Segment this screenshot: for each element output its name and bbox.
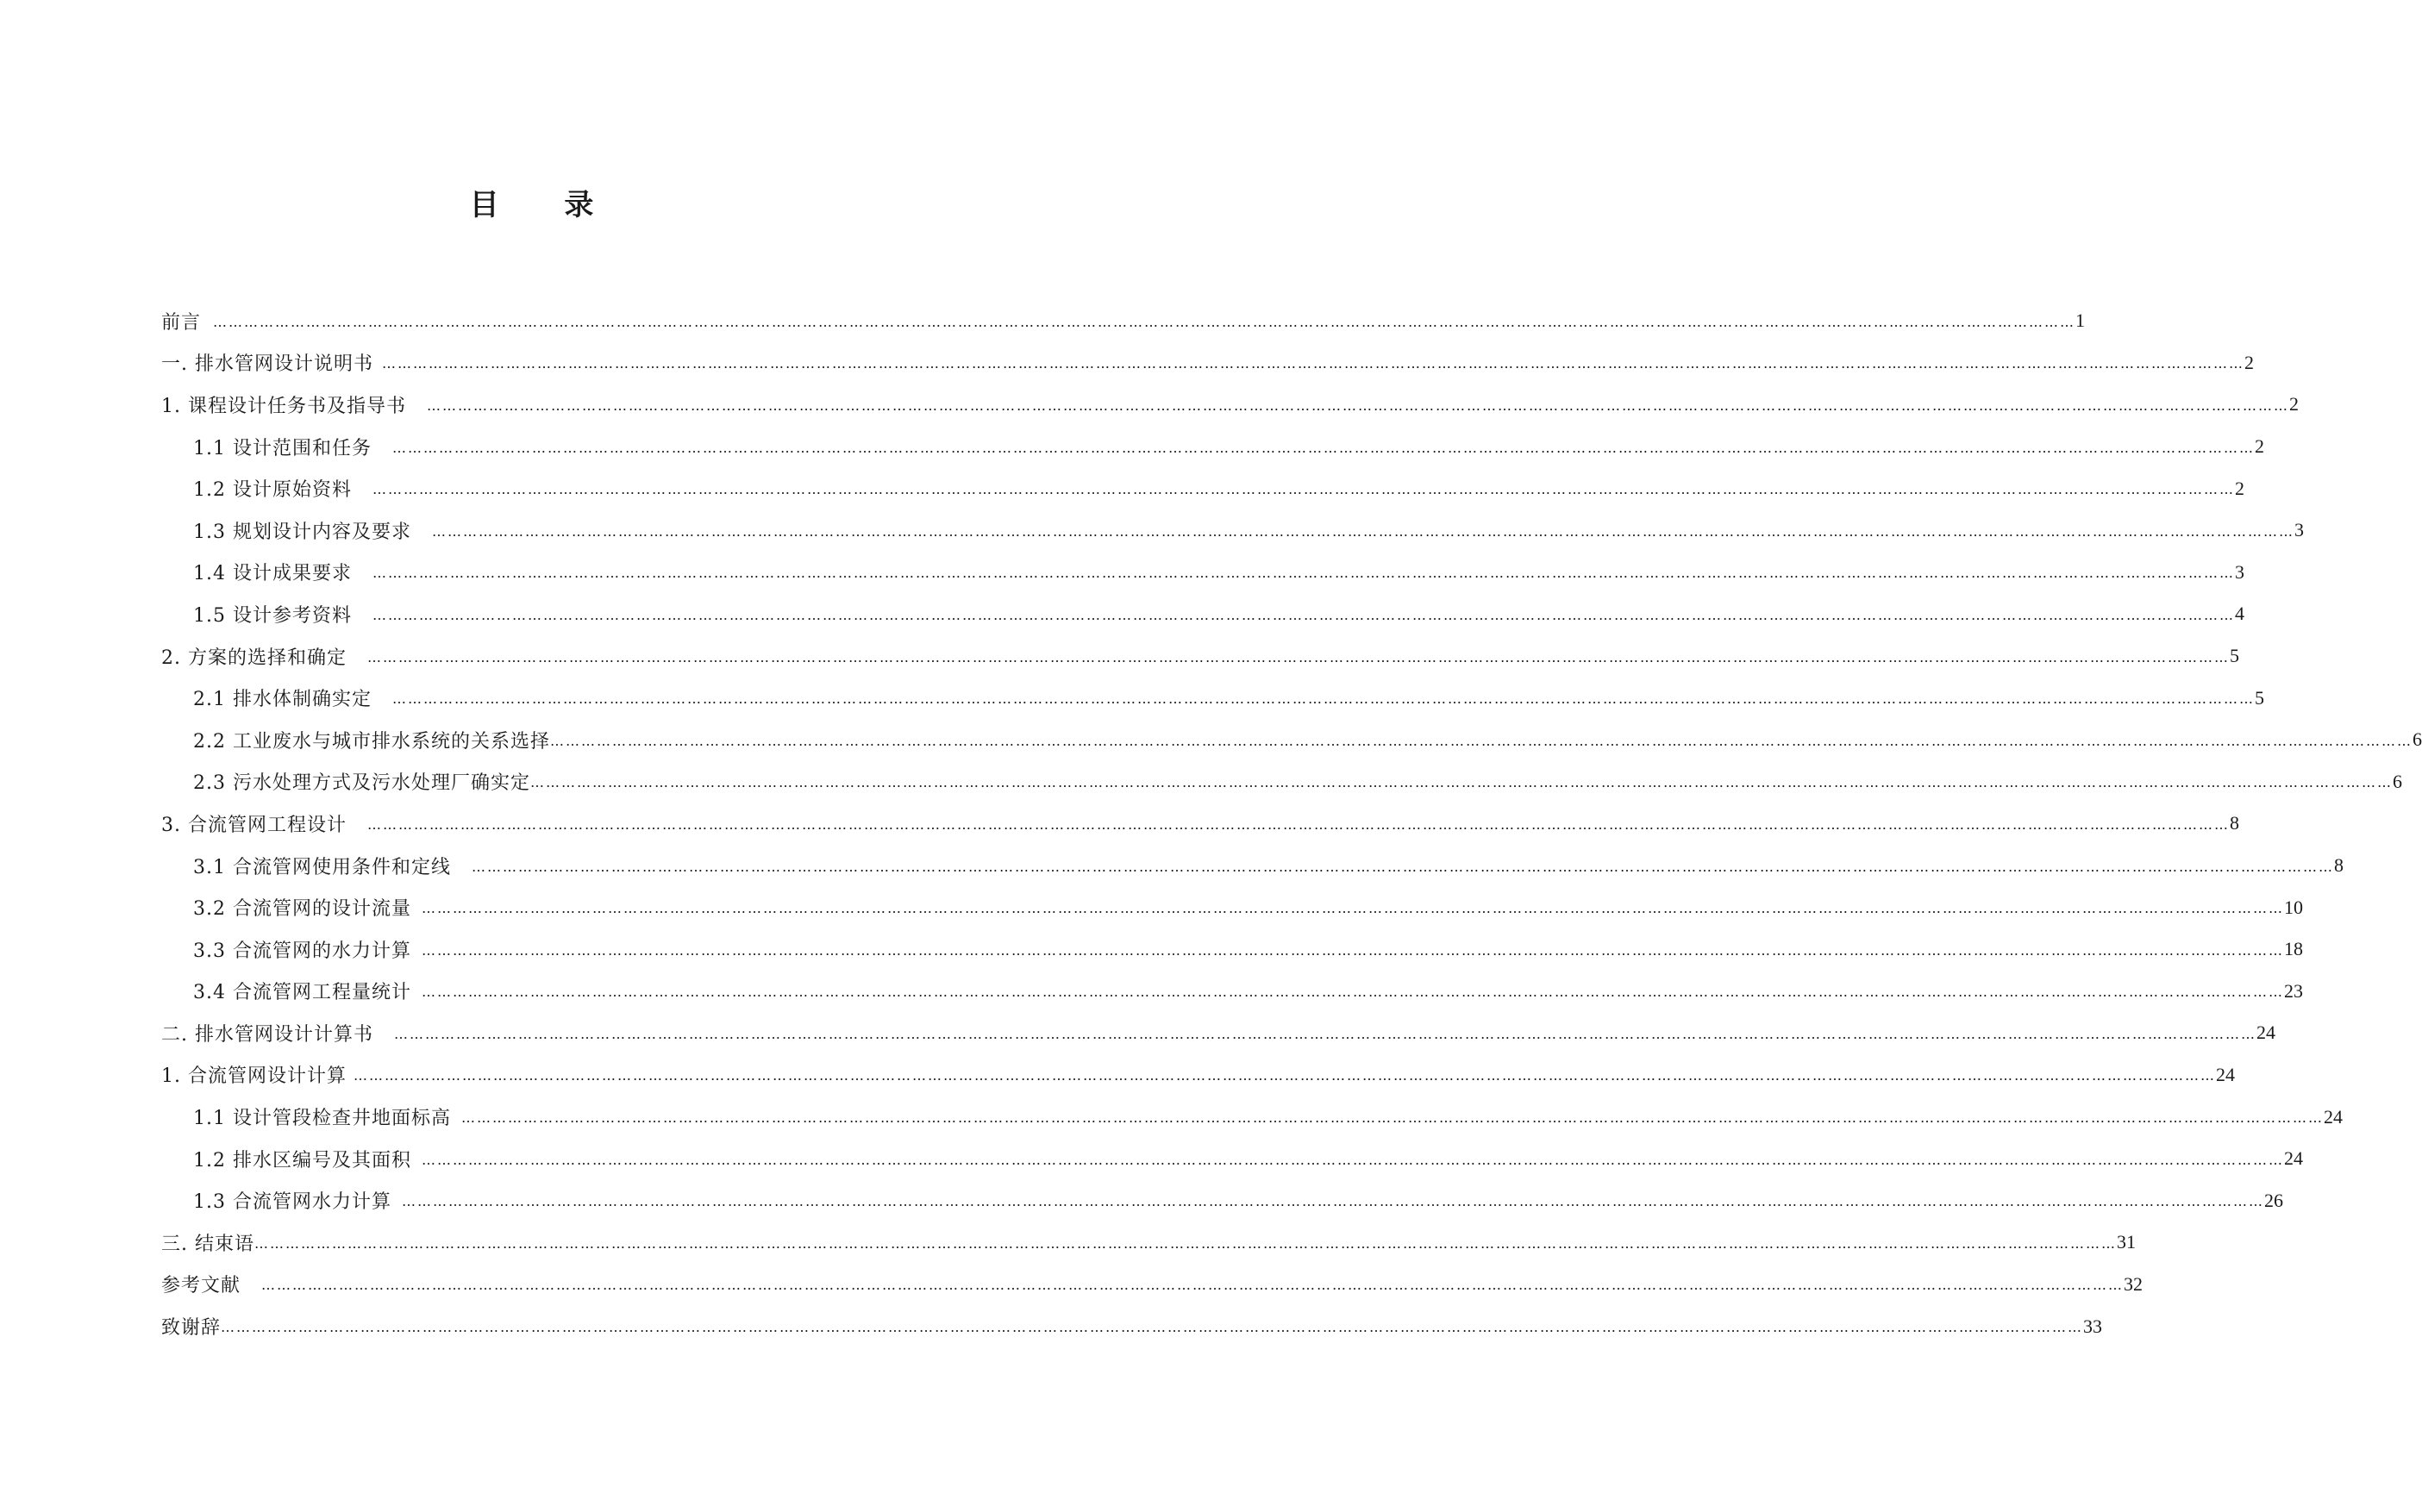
toc-entry-page-number: 8 [2333,854,2344,877]
toc-dot-leader: ……………………………………………………………………………………………………………………………………………………………………………………………………………………………………………………………………………………………………………………………… [421,984,2284,1001]
toc-dot-leader: ……………………………………………………………………………………………………………………………………………………………………………………………………………………………………………………………………………………………………………………………… [213,313,2076,330]
toc-entry-label: 致谢辞 [161,1317,222,1340]
toc-entry-label: 1.4 设计成果要求 [193,563,352,585]
toc-entry-label: 一. 排水管网设计说明书 [161,353,373,376]
toc-entry[interactable] [161,886,2303,928]
toc-dot-leader: ……………………………………………………………………………………………………………………………………………………………………………………………………………………………………………………………………………………………………………………………… [471,858,2334,875]
toc-dot-leader: ……………………………………………………………………………………………………………………………………………………………………………………………………………………………………………………………………………………………………………………………… [261,1277,2125,1294]
toc-entry-label: 2.1 排水体制确实定 [193,689,372,711]
toc-entry[interactable] [161,1221,2136,1264]
toc-entry-page-number: 2 [2254,435,2264,458]
toc-entry[interactable] [161,342,2254,384]
toc-dot-leader: ……………………………………………………………………………………………………………………………………………………………………………………………………………………………………………………………………………………………………………………………… [366,648,2230,665]
toc-entry[interactable] [161,593,2244,635]
toc-dot-leader: ……………………………………………………………………………………………………………………………………………………………………………………………………………………………………………………………………………………………………………………………… [431,522,2294,540]
toc-dot-leader: ……………………………………………………………………………………………………………………………………………………………………………………………………………………………………………………………………………………………………………………………… [421,1151,2284,1168]
toc-dot-leader: ……………………………………………………………………………………………………………………………………………………………………………………………………………………………………………………………………………………………………………………………… [254,1234,2117,1252]
toc-entry[interactable] [161,635,2239,678]
toc-entry-page-number: 2 [2288,393,2299,415]
toc-entry-page-number: 2 [2234,477,2244,499]
toc-entry[interactable] [161,552,2244,594]
toc-entry-page-number: 24 [2256,1022,2275,1044]
toc-entry[interactable] [161,677,2264,719]
toc-dot-leader: ……………………………………………………………………………………………………………………………………………………………………………………………………………………………………………………………………………………………………………………………… [401,1193,2264,1210]
toc-entry-page-number: 10 [2283,896,2303,918]
toc-entry-page-number: 2 [2244,351,2254,373]
toc-dot-leader: ……………………………………………………………………………………………………………………………………………………………………………………………………………………………………………………………………………………………………………………………… [391,439,2255,456]
toc-entry-label: 3. 合流管网工程设计 [161,814,347,836]
toc-entry[interactable] [161,509,2304,552]
toc-dot-leader: ……………………………………………………………………………………………………………………………………………………………………………………………………………………………………………………………………………………………………………………………… [382,355,2244,372]
toc-entry-label: 1.2 排水区编号及其面积 [193,1149,411,1171]
toc-entry-page-number: 8 [2229,812,2239,834]
toc-dot-leader: ……………………………………………………………………………………………………………………………………………………………………………………………………………………………………………………………………………………………………………………………… [366,815,2230,833]
toc-entry[interactable] [161,467,2244,509]
toc-entry-label: 1.1 设计范围和任务 [193,437,372,459]
toc-entry-page-number: 4 [2234,603,2244,625]
toc-entry-page-number: 6 [2412,728,2422,751]
toc-dot-leader: ……………………………………………………………………………………………………………………………………………………………………………………………………………………………………………………………………………………………………………………………… [394,1025,2256,1042]
toc-entry[interactable] [161,845,2344,887]
toc-entry[interactable] [161,761,2402,803]
toc-entry-page-number: 18 [2283,938,2303,960]
toc-entry-page-number: 3 [2294,519,2304,541]
page-title: 目 录 [469,188,622,222]
toc-dot-leader: ……………………………………………………………………………………………………………………………………………………………………………………………………………………………………………………………………………………………………………………………… [421,941,2284,959]
toc-dot-leader: ……………………………………………………………………………………………………………………………………………………………………………………………………………………………………………………………………………………………………………………………… [426,397,2289,414]
toc-dot-leader: ……………………………………………………………………………………………………………………………………………………………………………………………………………………………………………………………………………………………………………………………… [460,1109,2324,1127]
toc-entry-label: 三. 结束语 [161,1233,254,1255]
toc-entry-label: 1. 课程设计任务书及指导书 [161,395,406,417]
toc-entry-label: 2.2 工业废水与城市排水系统的关系选择 [193,730,550,753]
toc-entry[interactable] [161,971,2303,1013]
toc-entry[interactable] [161,426,2264,468]
toc-entry-label: 3.4 合流管网工程量统计 [193,982,411,1004]
toc-entry-page-number: 24 [2283,1147,2303,1170]
toc-entry-label: 2.3 污水处理方式及污水处理厂确实定 [193,772,530,795]
toc-entry[interactable] [161,1012,2275,1054]
toc-dot-leader: ……………………………………………………………………………………………………………………………………………………………………………………………………………………………………………………………………………………………………………………………… [372,565,2235,582]
toc-entry[interactable] [161,719,2422,761]
toc-entry-label: 1.3 规划设计内容及要求 [193,521,411,543]
toc-dot-leader: ……………………………………………………………………………………………………………………………………………………………………………………………………………………………………………………………………………………………………………………………… [391,690,2255,708]
toc-entry-label: 3.3 合流管网的水力计算 [193,940,411,962]
toc-entry[interactable] [161,803,2239,845]
toc-entry-page-number: 6 [2392,770,2402,792]
toc-dot-leader: ……………………………………………………………………………………………………………………………………………………………………………………………………………………………………………………………………………………………………………………………… [421,900,2284,917]
toc-entry-label: 1.2 设计原始资料 [193,479,352,502]
toc-entry-page-number: 32 [2124,1272,2144,1295]
toc-entry-label: 1.1 设计管段检查井地面标高 [193,1108,451,1130]
toc-entry[interactable] [161,1305,2103,1347]
toc-entry-label: 参考文献 [161,1275,241,1297]
toc-dot-leader: ……………………………………………………………………………………………………………………………………………………………………………………………………………………………………………………………………………………………………………………………… [372,606,2235,623]
toc-entry-label: 1.3 合流管网水力计算 [193,1191,391,1214]
toc-entry[interactable] [161,1138,2303,1180]
toc-dot-leader: ……………………………………………………………………………………………………………………………………………………………………………………………………………………………………………………………………………………………………………………………… [549,732,2413,749]
toc-dot-leader: ……………………………………………………………………………………………………………………………………………………………………………………………………………………………………………………………………………………………………………………………… [221,1319,2084,1336]
toc-entry-page-number: 24 [2215,1063,2235,1085]
toc-entry-page-number: 24 [2323,1105,2343,1128]
toc-entry[interactable] [161,300,2086,342]
toc-entry-label: 1. 合流管网设计计算 [161,1065,347,1088]
toc-entry[interactable] [161,1179,2283,1221]
toc-entry-label: 前言 [161,311,202,334]
toc-entry-label: 2. 方案的选择和确定 [161,647,347,669]
toc-dot-leader: ……………………………………………………………………………………………………………………………………………………………………………………………………………………………………………………………………………………………………………………………… [353,1067,2216,1084]
toc-entry[interactable] [161,1054,2235,1097]
toc-dot-leader: ……………………………………………………………………………………………………………………………………………………………………………………………………………………………………………………………………………………………………………………………… [372,481,2235,498]
toc-entry[interactable] [161,1264,2144,1306]
toc-entry-page-number: 1 [2075,309,2086,332]
toc-entry-page-number: 33 [2083,1315,2103,1337]
toc-entry[interactable] [161,928,2303,971]
toc-entry-label: 3.2 合流管网的设计流量 [193,898,411,921]
toc-entry[interactable] [161,1096,2343,1138]
table-of-contents [161,300,2422,1347]
toc-entry-label: 3.1 合流管网使用条件和定线 [193,856,451,878]
toc-entry-page-number: 5 [2254,686,2264,709]
toc-entry-label: 二. 排水管网设计计算书 [161,1023,373,1046]
toc-entry-page-number: 26 [2263,1189,2283,1211]
toc-dot-leader: ……………………………………………………………………………………………………………………………………………………………………………………………………………………………………………………………………………………………………………………………… [529,774,2393,791]
toc-entry-page-number: 3 [2234,560,2244,583]
toc-entry-page-number: 5 [2229,645,2239,667]
toc-entry-page-number: 31 [2117,1231,2136,1253]
toc-entry-label: 1.5 设计参考资料 [193,604,352,627]
toc-entry[interactable] [161,384,2299,426]
toc-entry-page-number: 23 [2283,979,2303,1002]
